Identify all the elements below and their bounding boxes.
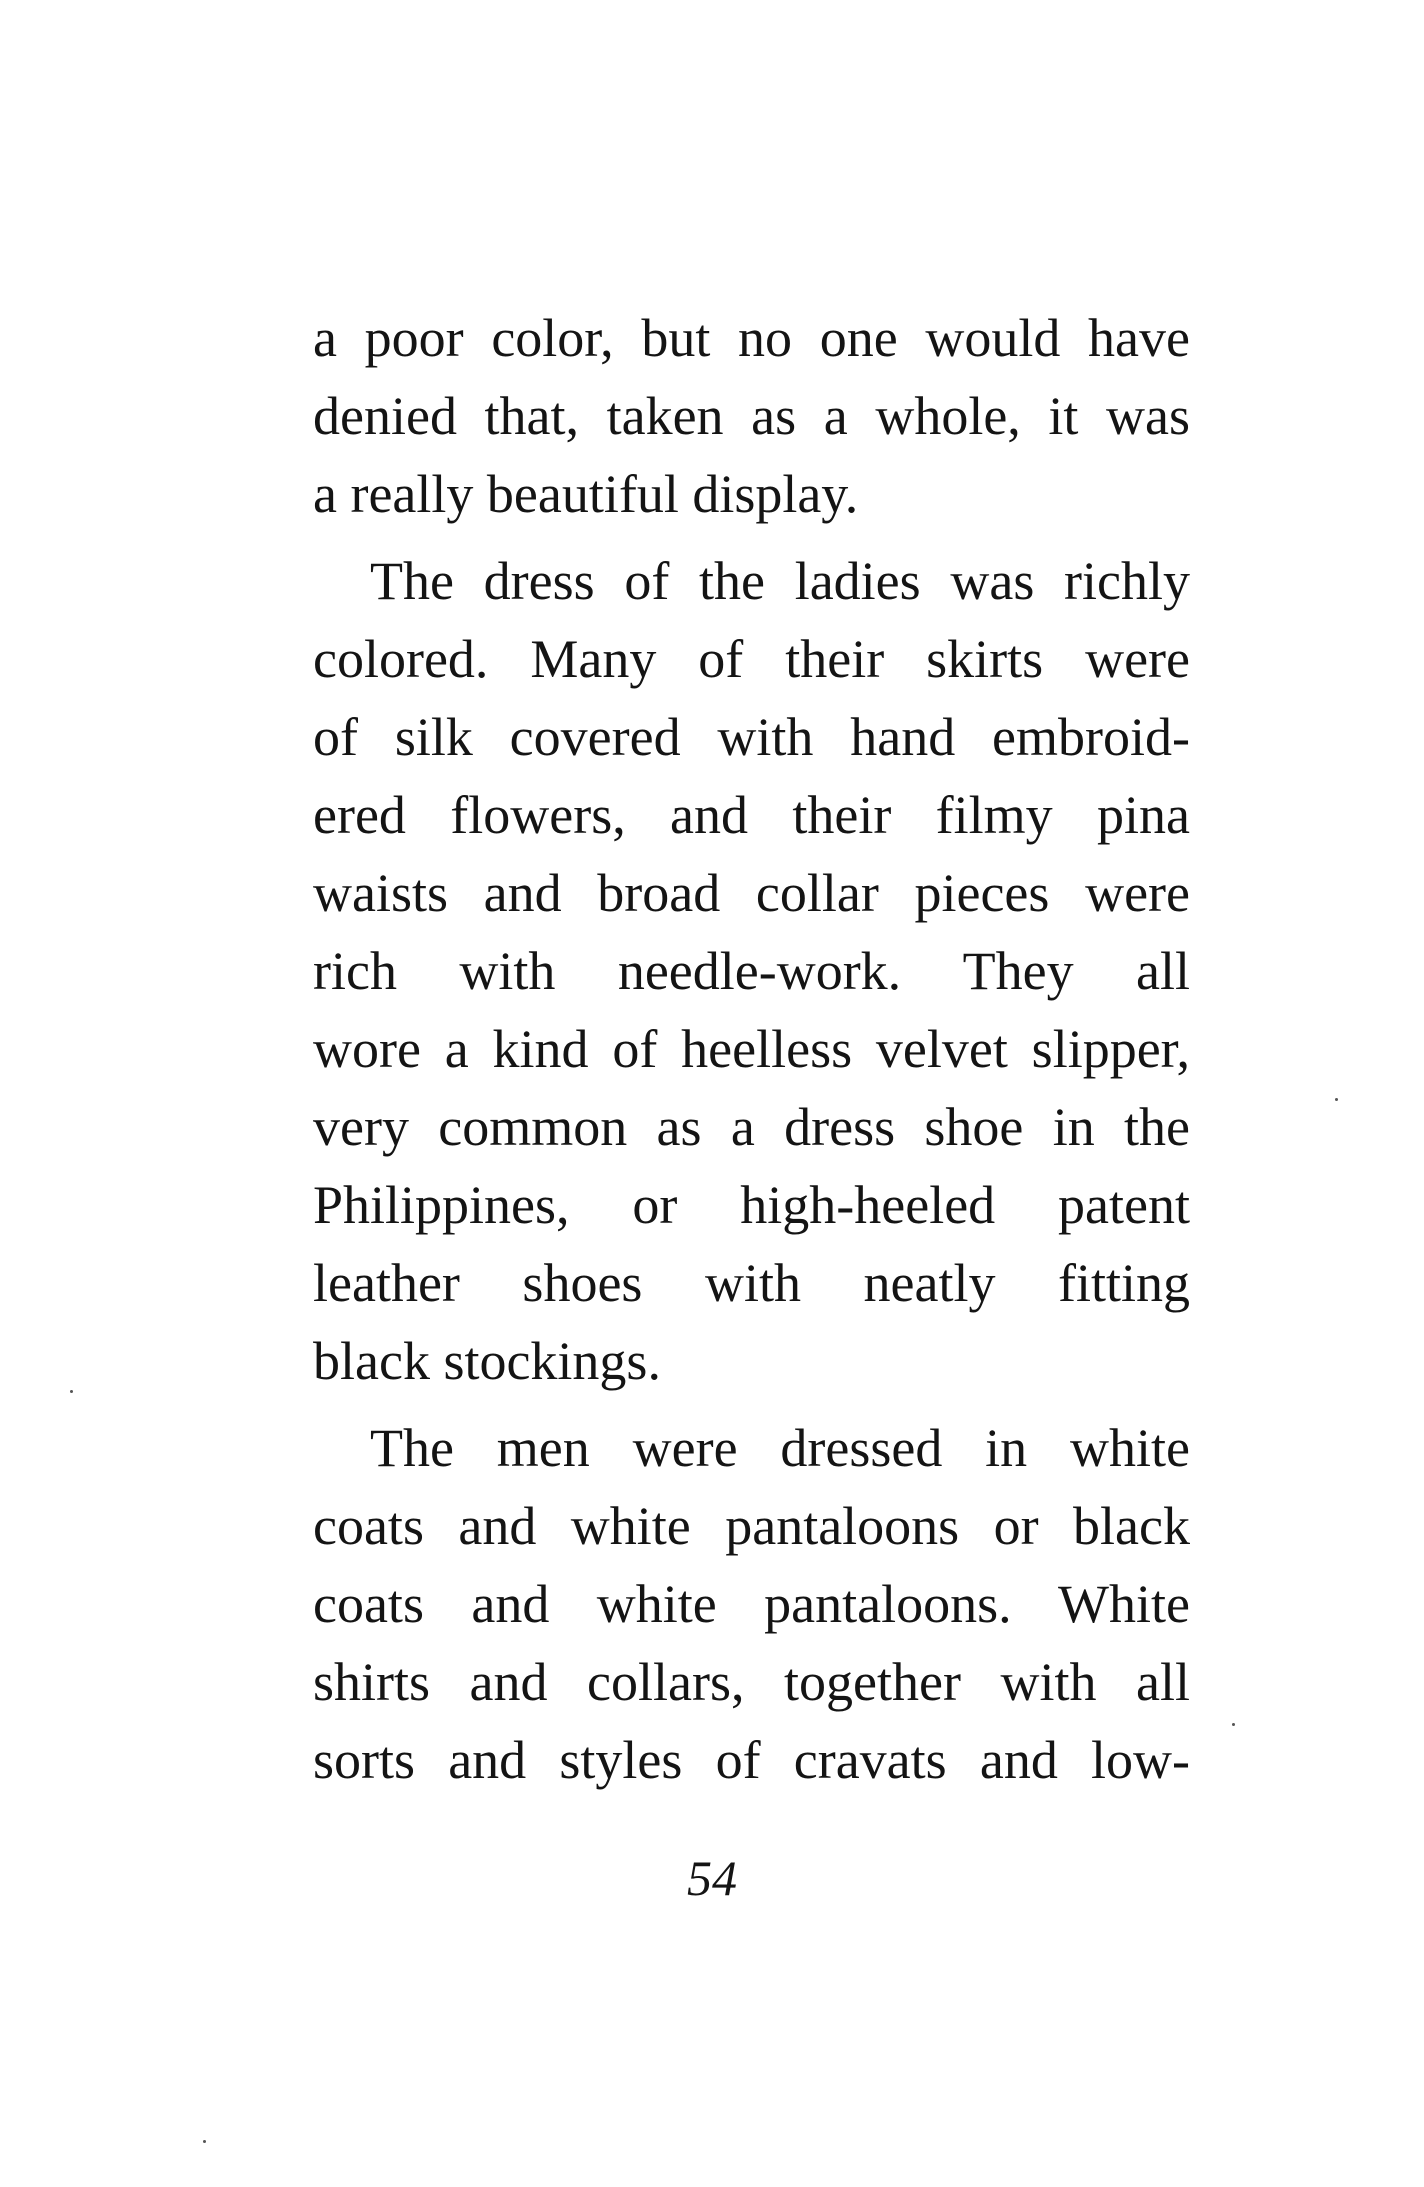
text-line: shirts and collars, together with all xyxy=(313,1652,1190,1712)
text-line: black stockings. xyxy=(313,1331,661,1391)
text-line: waists and broad collar pieces were xyxy=(313,863,1190,923)
scan-speck xyxy=(1335,1098,1338,1101)
text-line: wore a kind of heelless velvet slipper, xyxy=(313,1019,1190,1079)
page-number: 54 xyxy=(687,1850,737,1906)
text-line: sorts and styles of cravats and low- xyxy=(313,1730,1190,1790)
scan-speck xyxy=(1232,1723,1235,1726)
text-line: coats and white pantaloons or black xyxy=(313,1496,1190,1556)
text-line: coats and white pantaloons. White xyxy=(313,1574,1190,1634)
text-line: a poor color, but no one would have xyxy=(313,308,1190,368)
scan-speck xyxy=(203,2140,206,2143)
text-line: leather shoes with neatly fitting xyxy=(313,1253,1190,1313)
text-line: The dress of the ladies was richly xyxy=(370,551,1190,611)
scan-speck xyxy=(70,1390,73,1393)
text-line: ered flowers, and their filmy pina xyxy=(313,785,1190,845)
text-line: rich with needle-work. They all xyxy=(313,941,1190,1001)
text-line: denied that, taken as a whole, it was xyxy=(313,386,1190,446)
text-line: The men were dressed in white xyxy=(370,1418,1190,1478)
text-line: Philippines, or high-heeled patent xyxy=(313,1175,1190,1235)
text-line: colored. Many of their skirts were xyxy=(313,629,1190,689)
text-line: of silk covered with hand embroid- xyxy=(313,707,1190,767)
text-line: very common as a dress shoe in the xyxy=(313,1097,1190,1157)
text-line: a really beautiful display. xyxy=(313,464,859,524)
